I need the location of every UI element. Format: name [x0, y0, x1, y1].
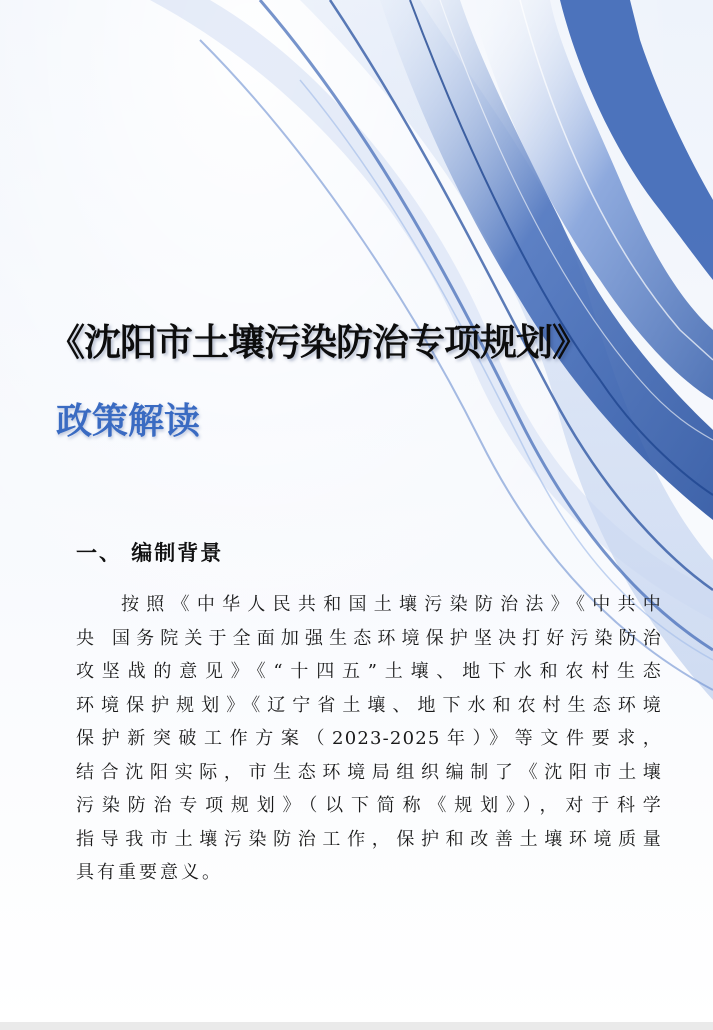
document-subtitle: 政策解读 [56, 401, 201, 442]
body-line: 央 国务院关于全面加强生态环境保护坚决打好污染防治 [76, 627, 662, 649]
body-line: 指导我市土壤污染防治工作，保护和改善土壤环境质量 [76, 828, 662, 850]
body-line: 具有重要意义。 [76, 862, 223, 883]
body-line: 保护新突破工作方案（2023-2025年）》等文件要求， [76, 728, 662, 749]
section-heading: 一、 编制背景 [76, 540, 224, 565]
body-line: 结合沈阳实际，市生态环境局组织编制了《沈阳市土壤 [76, 761, 662, 783]
page-bottom-edge [0, 1022, 713, 1030]
body-line: 攻坚战的意见》《“十四五”土壤、地下水和农村生态 [76, 661, 662, 682]
body-line: 环境保护规划》《辽宁省土壤、地下水和农村生态环境 [76, 694, 662, 716]
document-title: 《沈阳市土壤污染防治专项规划》 [48, 321, 588, 364]
body-line: 污染防治专项规划》（以下简称《规划》），对于科学 [76, 795, 662, 816]
body-line: 按照《中华人民共和国土壤污染防治法》《中共中 [121, 594, 662, 615]
section-body [76, 588, 662, 890]
